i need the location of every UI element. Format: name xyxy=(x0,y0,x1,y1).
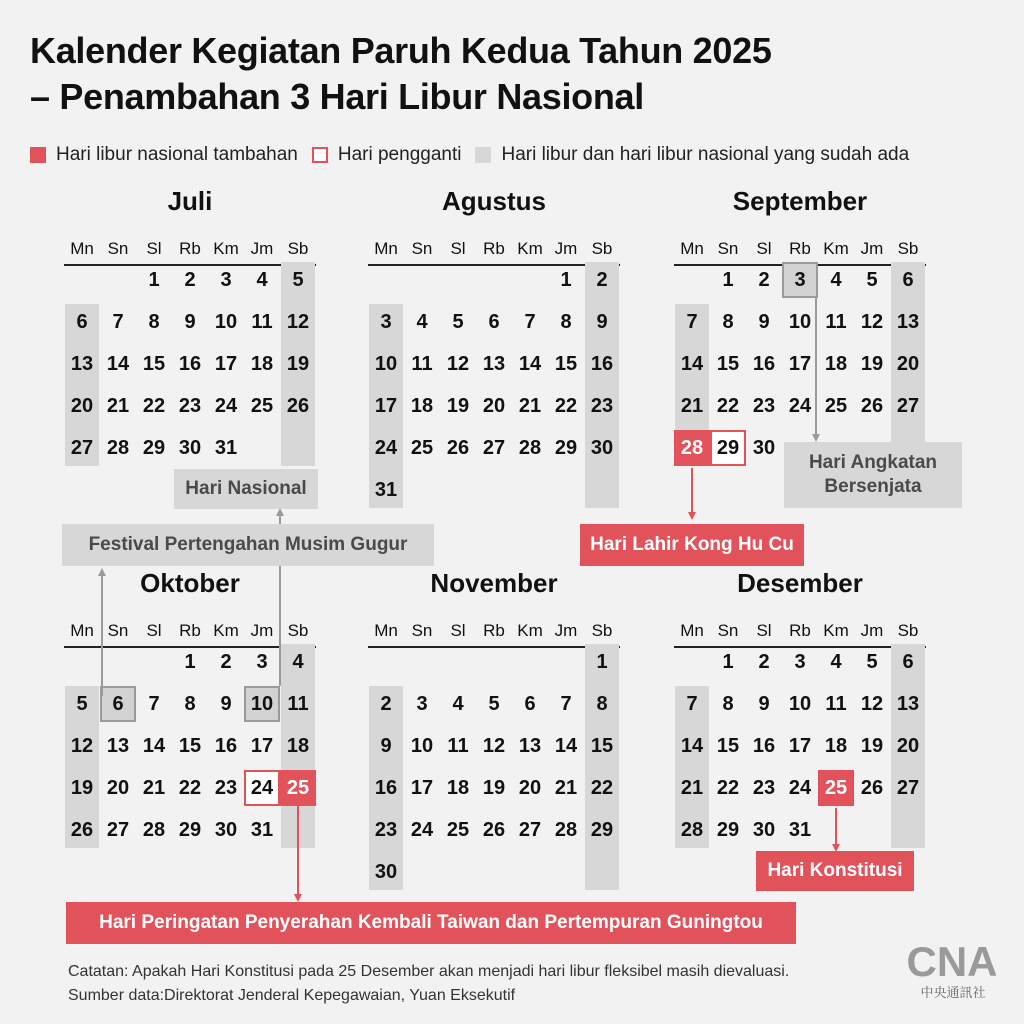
title-line-1: Kalender Kegiatan Paruh Kedua Tahun 2025 xyxy=(30,30,772,71)
day-cell: 14 xyxy=(680,735,704,757)
day-cell: 5 xyxy=(452,311,464,333)
day-cell: 13 xyxy=(896,693,920,715)
weekday-sn: Sn xyxy=(107,239,129,258)
day-cell: 20 xyxy=(106,777,130,799)
day-cell: 28 xyxy=(106,437,130,459)
day-cell: 26 xyxy=(70,819,94,841)
day-cell: 31 xyxy=(788,819,812,841)
day-cell: 15 xyxy=(554,353,578,375)
weekday-rb: Rb xyxy=(179,621,201,640)
day-cell: 27 xyxy=(896,777,920,799)
day-cell: 29 xyxy=(716,819,740,841)
weekday-km: Km xyxy=(823,239,849,258)
day-cell: 15 xyxy=(590,735,614,757)
weekday-jm: Jm xyxy=(250,621,274,640)
month-name: Agustus xyxy=(442,186,546,216)
weekday-mn: Mn xyxy=(680,239,704,258)
day-cell: 11 xyxy=(287,693,309,715)
weekday-sb: Sb xyxy=(287,621,309,640)
day-cell: 19 xyxy=(860,735,884,757)
day-cell: 28 xyxy=(142,819,166,841)
weekday-mn: Mn xyxy=(70,621,94,640)
label-konstitusi: Hari Konstitusi xyxy=(756,851,914,891)
day-cell: 24 xyxy=(788,777,812,799)
day-cell: 19 xyxy=(286,353,310,375)
weekday-sb: Sb xyxy=(287,239,309,258)
day-cell: 29 xyxy=(142,437,166,459)
day-cell: 14 xyxy=(554,735,578,757)
month-name: September xyxy=(732,186,868,216)
weekday-jm: Jm xyxy=(860,239,884,258)
day-cell: 13 xyxy=(106,735,130,757)
page-title xyxy=(30,28,772,120)
day-cell: 29 xyxy=(178,819,202,841)
day-cell: 3 xyxy=(220,269,232,291)
weekday-rb: Rb xyxy=(483,239,505,258)
day-cell: 18 xyxy=(250,353,274,375)
weekday-mn: Mn xyxy=(374,239,398,258)
day-cell: 11 xyxy=(825,693,847,715)
day-cell: 1 xyxy=(560,269,572,291)
weekday-sb: Sb xyxy=(897,621,919,640)
day-cell: 12 xyxy=(482,735,506,757)
day-cell: 8 xyxy=(560,311,572,333)
weekday-sn: Sn xyxy=(107,621,129,640)
day-cell: 18 xyxy=(824,353,848,375)
day-cell: 1 xyxy=(596,651,608,673)
month-name: November xyxy=(430,568,558,598)
day-cell: 17 xyxy=(788,735,812,757)
day-cell: 10 xyxy=(374,353,398,375)
day-cell: 5 xyxy=(488,693,500,715)
month-juli xyxy=(64,184,320,484)
day-cell: 22 xyxy=(142,395,166,417)
day-cell: 12 xyxy=(286,311,310,333)
day-cell: 16 xyxy=(752,353,776,375)
day-cell: 12 xyxy=(70,735,94,757)
weekday-km: Km xyxy=(517,621,543,640)
day-cell: 23 xyxy=(374,819,398,841)
day-cell: 19 xyxy=(70,777,94,799)
label-festival: Festival Pertengahan Musim Gugur xyxy=(62,524,434,566)
day-cell: 30 xyxy=(752,819,776,841)
label-taiwan: Hari Peringatan Penyerahan Kembali Taiwan dan Pertempuran Guningtou xyxy=(66,902,796,944)
weekday-km: Km xyxy=(213,621,239,640)
day-cell: 24 xyxy=(788,395,812,417)
day-cell: 8 xyxy=(722,693,734,715)
legend-substitute xyxy=(312,144,462,166)
weekday-mn: Mn xyxy=(70,239,94,258)
day-cell: 1 xyxy=(184,651,196,673)
day-cell: 30 xyxy=(214,819,238,841)
logo-subtitle: 中央通訊社 xyxy=(920,985,986,1000)
day-cell: 27 xyxy=(482,437,506,459)
footnote xyxy=(68,960,789,1008)
weekday-mn: Mn xyxy=(680,621,704,640)
day-cell: 23 xyxy=(214,777,238,799)
month-agustus xyxy=(368,184,624,501)
day-cell: 4 xyxy=(830,651,842,673)
label-hari-angkatan-line-2: Bersenjata xyxy=(824,476,922,497)
day-cell: 21 xyxy=(554,777,578,799)
logo-mark: CNA xyxy=(906,938,998,985)
weekday-sn: Sn xyxy=(411,239,433,258)
day-cell: 14 xyxy=(518,353,542,375)
day-cell: 24 xyxy=(410,819,434,841)
day-cell: 14 xyxy=(680,353,704,375)
day-cell: 27 xyxy=(896,395,920,417)
weekday-rb: Rb xyxy=(789,621,811,640)
day-cell: 27 xyxy=(518,819,542,841)
day-cell: 15 xyxy=(178,735,202,757)
day-cell: 29 xyxy=(554,437,578,459)
day-cell: 26 xyxy=(860,395,884,417)
day-cell: 21 xyxy=(518,395,542,417)
day-cell: 10 xyxy=(788,311,812,333)
day-cell: 10 xyxy=(214,311,238,333)
day-cell: 11 xyxy=(825,311,847,333)
legend-swatch-existing xyxy=(475,147,491,163)
weekday-jm: Jm xyxy=(250,239,274,258)
day-cell: 11 xyxy=(251,311,273,333)
day-cell: 16 xyxy=(374,777,398,799)
day-cell: 9 xyxy=(380,735,392,757)
day-cell: 29 xyxy=(710,430,746,466)
legend-existing xyxy=(475,144,909,166)
day-cell: 24 xyxy=(374,437,398,459)
day-cell: 6 xyxy=(100,686,136,722)
day-cell: 12 xyxy=(860,311,884,333)
day-cell: 23 xyxy=(752,395,776,417)
legend-label-existing: Hari libur dan hari libur nasional yang sudah ada xyxy=(501,144,910,165)
day-cell: 8 xyxy=(596,693,608,715)
day-cell: 10 xyxy=(244,686,280,722)
day-cell: 7 xyxy=(686,693,698,715)
day-cell: 26 xyxy=(860,777,884,799)
source-text: Sumber data:Direktorat Jenderal Kepegawaian, Yuan Eksekutif xyxy=(68,987,516,1004)
day-cell: 3 xyxy=(256,651,268,673)
day-cell: 30 xyxy=(374,861,398,883)
day-cell: 30 xyxy=(590,437,614,459)
day-cell: 4 xyxy=(256,269,268,291)
label-hari-angkatan-line-1: Hari Angkatan xyxy=(808,452,938,473)
day-cell: 18 xyxy=(446,777,470,799)
day-cell: 13 xyxy=(518,735,542,757)
day-cell: 6 xyxy=(76,311,88,333)
day-cell: 5 xyxy=(866,651,878,673)
day-cell: 18 xyxy=(410,395,434,417)
day-cell: 18 xyxy=(824,735,848,757)
day-cell: 25 xyxy=(446,819,470,841)
day-cell: 5 xyxy=(76,693,88,715)
day-cell: 14 xyxy=(142,735,166,757)
day-cell: 8 xyxy=(148,311,160,333)
weekday-jm: Jm xyxy=(554,621,578,640)
weekday-sl: Sl xyxy=(146,239,162,258)
day-cell: 15 xyxy=(142,353,166,375)
day-cell: 20 xyxy=(518,777,542,799)
day-cell: 1 xyxy=(722,651,734,673)
legend-label-substitute: Hari pengganti xyxy=(337,144,462,165)
day-cell: 4 xyxy=(292,651,304,673)
day-cell: 1 xyxy=(148,269,160,291)
weekday-sb: Sb xyxy=(591,621,613,640)
day-cell: 25 xyxy=(280,770,316,806)
day-cell: 14 xyxy=(106,353,130,375)
day-cell: 23 xyxy=(178,395,202,417)
day-cell: 9 xyxy=(184,311,196,333)
day-cell: 9 xyxy=(758,311,770,333)
day-cell: 20 xyxy=(482,395,506,417)
day-cell: 7 xyxy=(686,311,698,333)
weekday-sl: Sl xyxy=(756,239,772,258)
day-cell: 2 xyxy=(220,651,232,673)
day-cell: 13 xyxy=(896,311,920,333)
day-cell: 31 xyxy=(214,437,238,459)
day-cell: 4 xyxy=(416,311,428,333)
day-cell: 13 xyxy=(482,353,506,375)
day-cell: 23 xyxy=(590,395,614,417)
legend-swatch-added xyxy=(30,147,46,163)
day-cell: 15 xyxy=(716,353,740,375)
weekend-column-sb xyxy=(585,644,619,890)
day-cell: 27 xyxy=(70,437,94,459)
day-cell: 5 xyxy=(292,269,304,291)
month-name: Desember xyxy=(737,568,863,598)
day-cell: 3 xyxy=(794,651,806,673)
weekday-sb: Sb xyxy=(591,239,613,258)
weekday-sn: Sn xyxy=(411,621,433,640)
day-cell: 20 xyxy=(896,353,920,375)
day-cell: 28 xyxy=(674,430,710,466)
label-kong-hu-cu: Hari Lahir Kong Hu Cu xyxy=(580,524,804,566)
day-cell: 24 xyxy=(214,395,238,417)
day-cell: 23 xyxy=(752,777,776,799)
note-text: Catatan: Apakah Hari Konstitusi pada 25 Desember akan menjadi hari libur fleksibel masih dievaluasi. xyxy=(68,963,790,980)
legend xyxy=(30,142,923,168)
day-cell: 30 xyxy=(752,437,776,459)
day-cell: 25 xyxy=(824,395,848,417)
day-cell: 18 xyxy=(286,735,310,757)
weekday-km: Km xyxy=(823,621,849,640)
day-cell: 8 xyxy=(722,311,734,333)
weekend-column-sb xyxy=(585,262,619,508)
day-cell: 26 xyxy=(286,395,310,417)
month-september xyxy=(674,184,930,484)
title-line-2: – Penambahan 3 Hari Libur Nasional xyxy=(30,76,644,117)
day-cell: 19 xyxy=(860,353,884,375)
day-cell: 21 xyxy=(680,395,704,417)
day-cell: 16 xyxy=(590,353,614,375)
day-cell: 20 xyxy=(70,395,94,417)
day-cell: 7 xyxy=(524,311,536,333)
month-desember xyxy=(674,566,930,866)
day-cell: 2 xyxy=(184,269,196,291)
day-cell: 7 xyxy=(112,311,124,333)
weekday-sn: Sn xyxy=(717,621,739,640)
day-cell: 17 xyxy=(214,353,238,375)
month-oktober xyxy=(64,566,320,866)
day-cell: 28 xyxy=(518,437,542,459)
day-cell: 15 xyxy=(716,735,740,757)
day-cell: 11 xyxy=(447,735,469,757)
day-cell: 9 xyxy=(220,693,232,715)
day-cell: 3 xyxy=(782,262,818,298)
day-cell: 19 xyxy=(446,395,470,417)
day-cell: 17 xyxy=(374,395,398,417)
day-cell: 4 xyxy=(452,693,464,715)
weekday-sn: Sn xyxy=(717,239,739,258)
weekday-jm: Jm xyxy=(554,239,578,258)
day-cell: 12 xyxy=(860,693,884,715)
day-cell: 22 xyxy=(716,395,740,417)
weekday-sl: Sl xyxy=(756,621,772,640)
weekday-km: Km xyxy=(213,239,239,258)
weekday-sl: Sl xyxy=(146,621,162,640)
weekday-rb: Rb xyxy=(483,621,505,640)
weekday-km: Km xyxy=(517,239,543,258)
day-cell: 11 xyxy=(411,353,433,375)
day-cell: 29 xyxy=(590,819,614,841)
day-cell: 5 xyxy=(866,269,878,291)
weekday-rule xyxy=(368,646,620,648)
day-cell: 27 xyxy=(106,819,130,841)
day-cell: 22 xyxy=(716,777,740,799)
day-cell: 6 xyxy=(524,693,536,715)
day-cell: 9 xyxy=(596,311,608,333)
day-cell: 17 xyxy=(410,777,434,799)
day-cell: 22 xyxy=(178,777,202,799)
day-cell: 7 xyxy=(560,693,572,715)
day-cell: 6 xyxy=(488,311,500,333)
day-cell: 22 xyxy=(590,777,614,799)
day-cell: 13 xyxy=(70,353,94,375)
day-cell: 22 xyxy=(554,395,578,417)
day-cell: 8 xyxy=(184,693,196,715)
day-cell: 31 xyxy=(374,479,398,501)
weekday-sl: Sl xyxy=(450,621,466,640)
month-name: Juli xyxy=(167,186,213,216)
weekday-rb: Rb xyxy=(789,239,811,258)
month-november xyxy=(368,566,624,883)
day-cell: 7 xyxy=(148,693,160,715)
legend-swatch-substitute xyxy=(312,147,328,163)
day-cell: 10 xyxy=(410,735,434,757)
weekday-sb: Sb xyxy=(897,239,919,258)
weekday-rb: Rb xyxy=(179,239,201,258)
day-cell: 12 xyxy=(446,353,470,375)
weekday-jm: Jm xyxy=(860,621,884,640)
day-cell: 1 xyxy=(722,269,734,291)
day-cell: 10 xyxy=(788,693,812,715)
day-cell: 6 xyxy=(902,269,914,291)
day-cell: 6 xyxy=(902,651,914,673)
day-cell: 2 xyxy=(758,651,770,673)
day-cell: 2 xyxy=(596,269,608,291)
day-cell: 25 xyxy=(250,395,274,417)
label-hari-nasional: Hari Nasional xyxy=(174,469,318,509)
day-cell: 30 xyxy=(178,437,202,459)
label-hari-angkatan xyxy=(784,442,962,508)
month-name: Oktober xyxy=(140,568,240,598)
day-cell: 21 xyxy=(106,395,130,417)
day-cell: 17 xyxy=(788,353,812,375)
day-cell: 28 xyxy=(554,819,578,841)
day-cell: 3 xyxy=(380,311,392,333)
weekday-sl: Sl xyxy=(450,239,466,258)
day-cell: 31 xyxy=(250,819,274,841)
day-cell: 17 xyxy=(250,735,274,757)
day-cell: 28 xyxy=(680,819,704,841)
day-cell: 19 xyxy=(482,777,506,799)
day-cell: 16 xyxy=(214,735,238,757)
weekday-mn: Mn xyxy=(374,621,398,640)
day-cell: 16 xyxy=(752,735,776,757)
legend-label-added: Hari libur nasional tambahan xyxy=(56,144,298,165)
day-cell: 20 xyxy=(896,735,920,757)
day-cell: 2 xyxy=(380,693,392,715)
day-cell: 26 xyxy=(482,819,506,841)
day-cell: 24 xyxy=(244,770,280,806)
day-cell: 9 xyxy=(758,693,770,715)
day-cell: 25 xyxy=(410,437,434,459)
day-cell: 4 xyxy=(830,269,842,291)
day-cell: 16 xyxy=(178,353,202,375)
day-cell: 2 xyxy=(758,269,770,291)
day-cell: 21 xyxy=(680,777,704,799)
legend-added xyxy=(30,144,298,166)
day-cell: 25 xyxy=(818,770,854,806)
day-cell: 26 xyxy=(446,437,470,459)
day-cell: 3 xyxy=(416,693,428,715)
day-cell: 21 xyxy=(142,777,166,799)
